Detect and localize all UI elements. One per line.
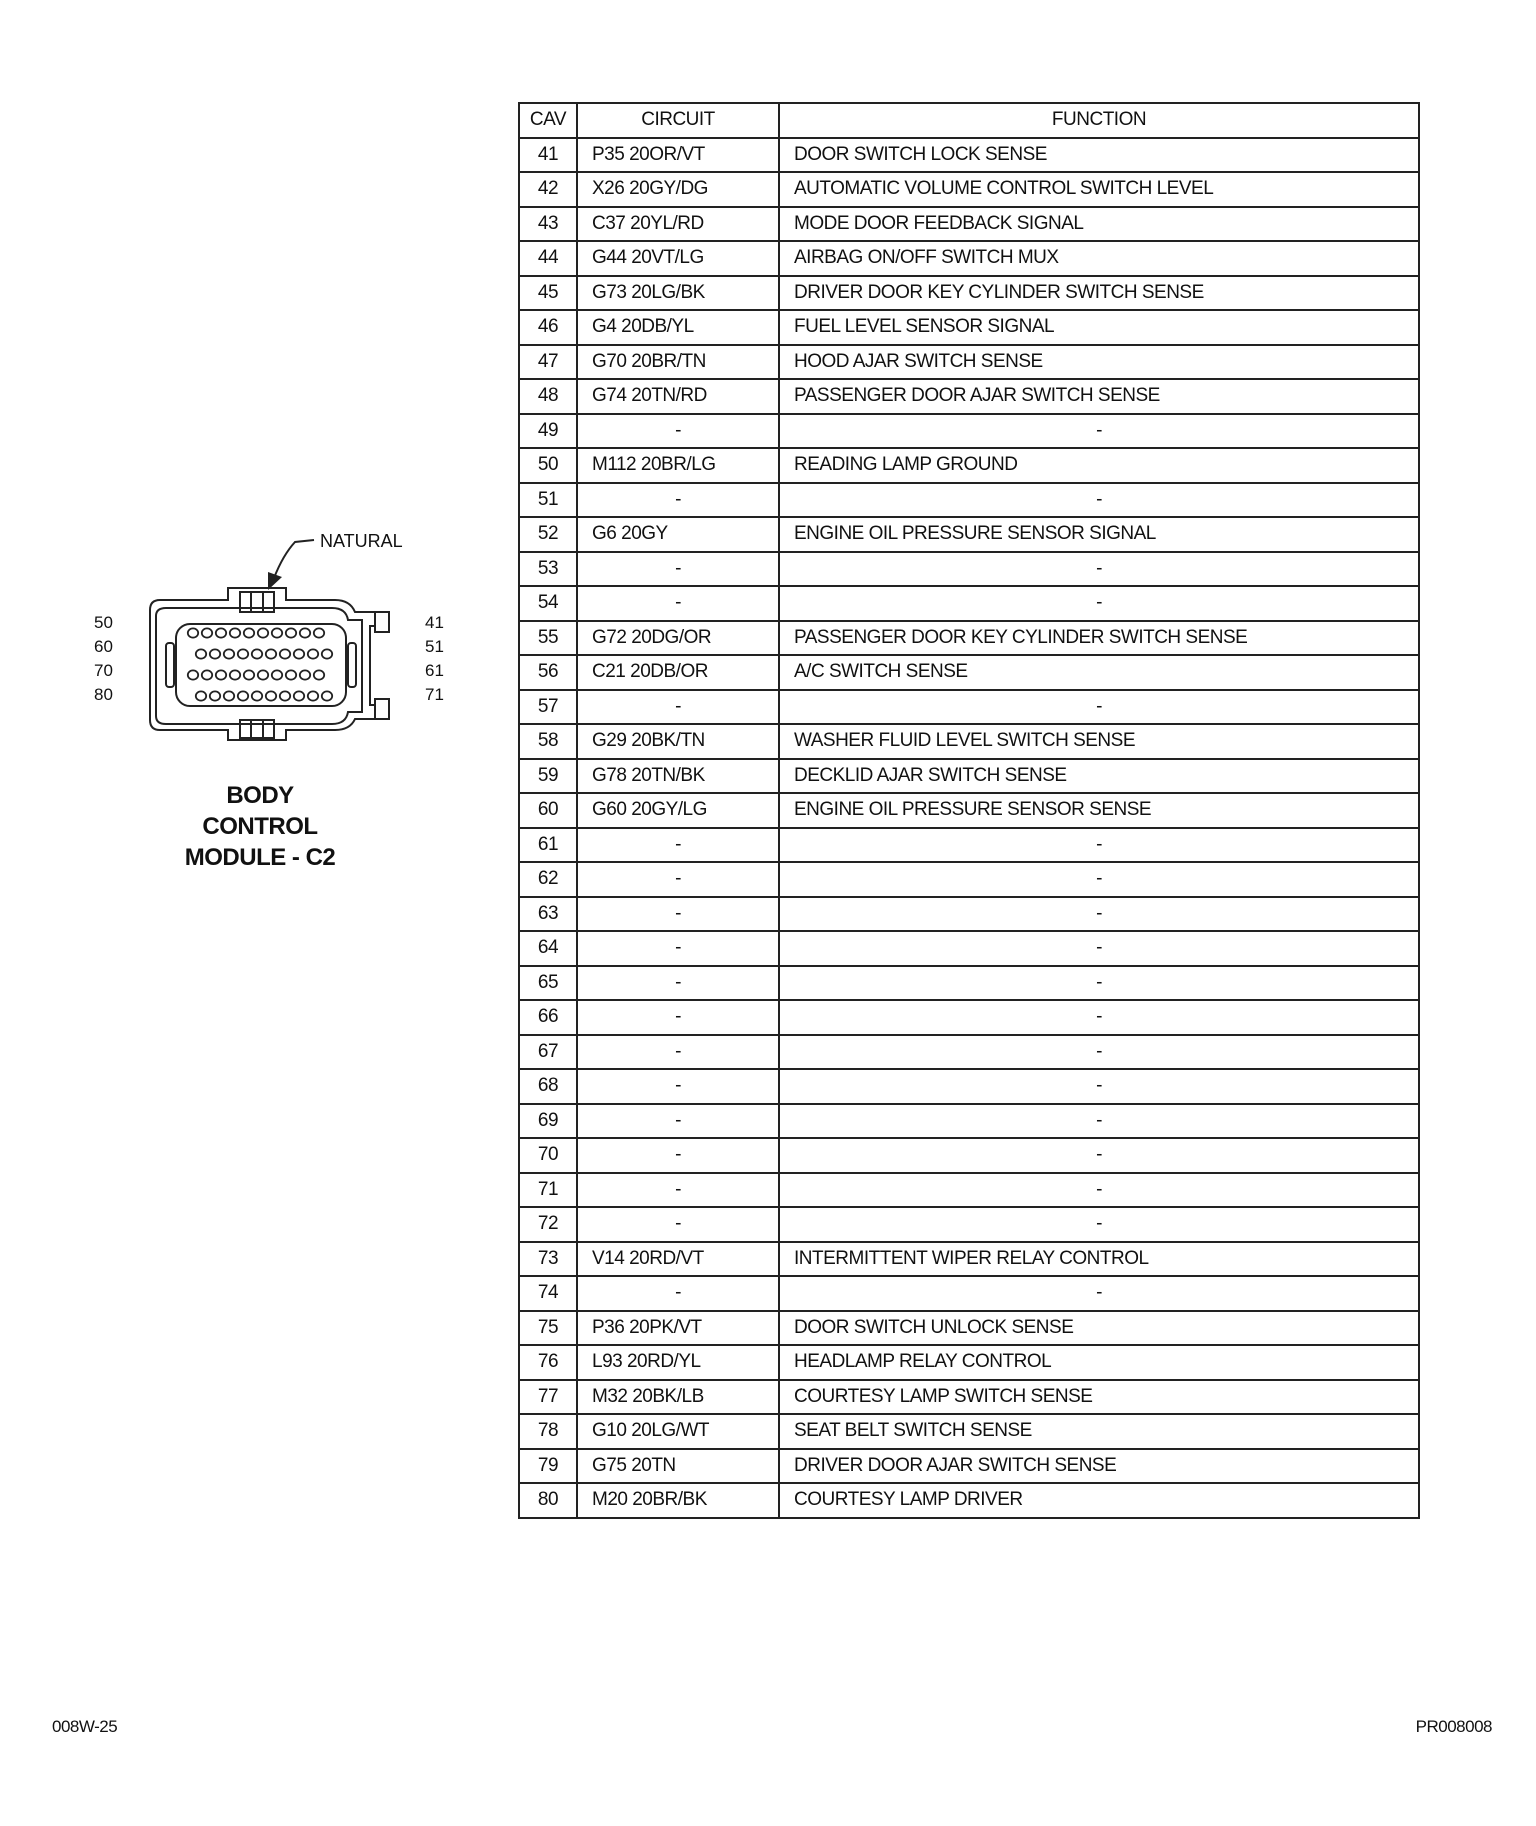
pin-cavity (188, 628, 198, 637)
circuit-cell: G10 20LG/WT (577, 1414, 779, 1449)
right-pin-label-51: 51 (425, 637, 444, 656)
function-cell: PASSENGER DOOR AJAR SWITCH SENSE (779, 379, 1419, 414)
table-row (519, 1414, 1419, 1449)
circuit-cell: G70 20BR/TN (577, 345, 779, 380)
pin-cavity (202, 670, 212, 679)
table-row (519, 759, 1419, 794)
pin-cavity (300, 670, 310, 679)
function-cell: - (779, 1276, 1419, 1311)
function-cell: - (779, 897, 1419, 932)
function-cell: - (779, 414, 1419, 449)
function-cell: - (779, 931, 1419, 966)
function-cell: - (779, 1035, 1419, 1070)
left-pin-label-50: 50 (94, 613, 113, 632)
function-cell: PASSENGER DOOR KEY CYLINDER SWITCH SENSE (779, 621, 1419, 656)
circuit-cell: M20 20BR/BK (577, 1483, 779, 1518)
table-row (519, 862, 1419, 897)
function-cell: - (779, 1173, 1419, 1208)
function-cell: COURTESY LAMP SWITCH SENSE (779, 1380, 1419, 1415)
pin-cavity (314, 670, 324, 679)
pin-cavity (216, 670, 226, 679)
cav-cell: 53 (519, 552, 577, 587)
connector-color-label: NATURAL (320, 531, 403, 551)
cav-cell: 48 (519, 379, 577, 414)
function-cell: FUEL LEVEL SENSOR SIGNAL (779, 310, 1419, 345)
cav-cell: 57 (519, 690, 577, 725)
circuit-cell: V14 20RD/VT (577, 1242, 779, 1277)
circuit-cell: - (577, 1138, 779, 1173)
pin-cavity (280, 691, 290, 700)
table-row (519, 1276, 1419, 1311)
pin-cavity (308, 691, 318, 700)
pin-cavity (252, 649, 262, 658)
circuit-cell: L93 20RD/YL (577, 1345, 779, 1380)
circuit-cell: - (577, 586, 779, 621)
cav-cell: 65 (519, 966, 577, 1001)
cav-cell: 60 (519, 793, 577, 828)
circuit-cell: G6 20GY (577, 517, 779, 552)
function-cell: - (779, 966, 1419, 1001)
cav-cell: 56 (519, 655, 577, 690)
cav-cell: 51 (519, 483, 577, 518)
table-row (519, 586, 1419, 621)
function-cell: MODE DOOR FEEDBACK SIGNAL (779, 207, 1419, 242)
cav-cell: 77 (519, 1380, 577, 1415)
pin-cavity (196, 691, 206, 700)
cav-cell: 80 (519, 1483, 577, 1518)
table-row (519, 310, 1419, 345)
pin-cavity (300, 628, 310, 637)
circuit-cell: - (577, 1276, 779, 1311)
function-cell: WASHER FLUID LEVEL SWITCH SENSE (779, 724, 1419, 759)
table-row (519, 172, 1419, 207)
circuit-cell: X26 20GY/DG (577, 172, 779, 207)
function-cell: DRIVER DOOR KEY CYLINDER SWITCH SENSE (779, 276, 1419, 311)
pin-cavity (272, 670, 282, 679)
function-cell: SEAT BELT SWITCH SENSE (779, 1414, 1419, 1449)
pin-cavity (280, 649, 290, 658)
table-row (519, 517, 1419, 552)
cav-cell: 74 (519, 1276, 577, 1311)
natural-arrow (274, 540, 314, 578)
table-row (519, 1173, 1419, 1208)
function-cell: DOOR SWITCH UNLOCK SENSE (779, 1311, 1419, 1346)
circuit-cell: - (577, 1069, 779, 1104)
pin-cavity (224, 691, 234, 700)
function-cell: INTERMITTENT WIPER RELAY CONTROL (779, 1242, 1419, 1277)
function-cell: - (779, 1104, 1419, 1139)
cav-cell: 71 (519, 1173, 577, 1208)
pin-cavity (266, 649, 276, 658)
table-row (519, 207, 1419, 242)
right-pin-label-71: 71 (425, 685, 444, 704)
function-cell: - (779, 586, 1419, 621)
pin-cavity (244, 670, 254, 679)
module-name-line-2: CONTROL (202, 813, 318, 840)
table-row (519, 1207, 1419, 1242)
pin-cavity (210, 691, 220, 700)
function-cell: AIRBAG ON/OFF SWITCH MUX (779, 241, 1419, 276)
table-row (519, 931, 1419, 966)
table-row (519, 655, 1419, 690)
pin-cavity-grid (188, 628, 332, 700)
cav-cell: 41 (519, 138, 577, 173)
circuit-cell: G44 20VT/LG (577, 241, 779, 276)
cav-cell: 70 (519, 1138, 577, 1173)
function-cell: READING LAMP GROUND (779, 448, 1419, 483)
table-row (519, 1311, 1419, 1346)
figure-number-right: PR008008 (1415, 1717, 1492, 1736)
connector-diagram (80, 530, 460, 760)
circuit-cell: - (577, 1207, 779, 1242)
cav-cell: 50 (519, 448, 577, 483)
circuit-cell: G75 20TN (577, 1449, 779, 1484)
circuit-cell: - (577, 897, 779, 932)
left-pin-label-80: 80 (94, 685, 113, 704)
left-pin-label-70: 70 (94, 661, 113, 680)
cav-cell: 43 (519, 207, 577, 242)
cav-cell: 46 (519, 310, 577, 345)
figure-number-left: 008W-25 (52, 1717, 118, 1736)
table-row (519, 966, 1419, 1001)
cav-cell: 54 (519, 586, 577, 621)
circuit-cell: - (577, 862, 779, 897)
table-row (519, 1069, 1419, 1104)
cav-cell: 67 (519, 1035, 577, 1070)
table-row (519, 828, 1419, 863)
cav-cell: 55 (519, 621, 577, 656)
circuit-cell: - (577, 414, 779, 449)
function-cell: ENGINE OIL PRESSURE SENSOR SENSE (779, 793, 1419, 828)
function-cell: - (779, 1207, 1419, 1242)
pin-cavity (252, 691, 262, 700)
table-row (519, 1242, 1419, 1277)
function-cell: DECKLID AJAR SWITCH SENSE (779, 759, 1419, 794)
table-row (519, 276, 1419, 311)
circuit-cell: G78 20TN/BK (577, 759, 779, 794)
pin-cavity (308, 649, 318, 658)
table-row (519, 345, 1419, 380)
cav-cell: 47 (519, 345, 577, 380)
right-pin-label-61: 61 (425, 661, 444, 680)
table-row (519, 379, 1419, 414)
function-cell: A/C SWITCH SENSE (779, 655, 1419, 690)
connector-body-outline (150, 588, 389, 740)
circuit-cell: M112 20BR/LG (577, 448, 779, 483)
function-cell: - (779, 1000, 1419, 1035)
table-row (519, 1035, 1419, 1070)
circuit-cell: M32 20BK/LB (577, 1380, 779, 1415)
circuit-cell: G72 20DG/OR (577, 621, 779, 656)
pin-cavity (202, 628, 212, 637)
module-name-line-3: MODULE - C2 (184, 844, 336, 871)
pin-cavity (258, 670, 268, 679)
circuit-cell: P36 20PK/VT (577, 1311, 779, 1346)
table-row (519, 1138, 1419, 1173)
pin-cavity (230, 670, 240, 679)
table-row (519, 793, 1419, 828)
cav-cell: 49 (519, 414, 577, 449)
circuit-cell: G60 20GY/LG (577, 793, 779, 828)
cav-cell: 64 (519, 931, 577, 966)
pin-cavity (224, 649, 234, 658)
table-row (519, 414, 1419, 449)
pin-cavity (244, 628, 254, 637)
function-cell: - (779, 862, 1419, 897)
table-row (519, 138, 1419, 173)
pin-cavity (322, 649, 332, 658)
table-row (519, 552, 1419, 587)
cav-cell: 73 (519, 1242, 577, 1277)
left-pin-label-60: 60 (94, 637, 113, 656)
circuit-cell: - (577, 1000, 779, 1035)
function-cell: - (779, 552, 1419, 587)
circuit-cell: G29 20BK/TN (577, 724, 779, 759)
circuit-cell: - (577, 828, 779, 863)
cav-cell: 61 (519, 828, 577, 863)
function-cell: AUTOMATIC VOLUME CONTROL SWITCH LEVEL (779, 172, 1419, 207)
function-cell: DOOR SWITCH LOCK SENSE (779, 138, 1419, 173)
table-row (519, 1483, 1419, 1518)
pin-cavity (238, 649, 248, 658)
pin-cavity (196, 649, 206, 658)
table-row (519, 690, 1419, 725)
table-row (519, 1104, 1419, 1139)
cav-cell: 75 (519, 1311, 577, 1346)
cav-header: CAV (519, 103, 577, 138)
circuit-cell: - (577, 1173, 779, 1208)
cav-cell: 76 (519, 1345, 577, 1380)
pin-cavity (322, 691, 332, 700)
circuit-cell: - (577, 931, 779, 966)
function-cell: HEADLAMP RELAY CONTROL (779, 1345, 1419, 1380)
circuit-cell: C21 20DB/OR (577, 655, 779, 690)
pin-cavity (294, 649, 304, 658)
cav-cell: 42 (519, 172, 577, 207)
circuit-cell: - (577, 1104, 779, 1139)
cav-cell: 58 (519, 724, 577, 759)
cav-cell: 63 (519, 897, 577, 932)
function-cell: - (779, 1138, 1419, 1173)
circuit-cell: G74 20TN/RD (577, 379, 779, 414)
table-row (519, 1380, 1419, 1415)
circuit-cell: - (577, 1035, 779, 1070)
cav-cell: 44 (519, 241, 577, 276)
pin-cavity (188, 670, 198, 679)
circuit-cell: - (577, 690, 779, 725)
table-row (519, 1345, 1419, 1380)
pin-cavity (230, 628, 240, 637)
function-cell: - (779, 690, 1419, 725)
function-cell: HOOD AJAR SWITCH SENSE (779, 345, 1419, 380)
function-cell: COURTESY LAMP DRIVER (779, 1483, 1419, 1518)
cav-cell: 78 (519, 1414, 577, 1449)
function-cell: DRIVER DOOR AJAR SWITCH SENSE (779, 1449, 1419, 1484)
pin-cavity (272, 628, 282, 637)
pin-cavity (258, 628, 268, 637)
circuit-cell: P35 20OR/VT (577, 138, 779, 173)
pin-cavity (210, 649, 220, 658)
cav-cell: 45 (519, 276, 577, 311)
pin-cavity (294, 691, 304, 700)
circuit-cell: - (577, 966, 779, 1001)
cav-cell: 62 (519, 862, 577, 897)
cav-cell: 79 (519, 1449, 577, 1484)
function-cell: - (779, 828, 1419, 863)
cav-cell: 66 (519, 1000, 577, 1035)
cav-cell: 69 (519, 1104, 577, 1139)
table-row (519, 1449, 1419, 1484)
pinout-table (518, 102, 1420, 1519)
right-pin-label-41: 41 (425, 613, 444, 632)
cav-cell: 59 (519, 759, 577, 794)
table-row (519, 483, 1419, 518)
table-row (519, 448, 1419, 483)
function-cell: - (779, 1069, 1419, 1104)
pin-cavity (314, 628, 324, 637)
function-cell: ENGINE OIL PRESSURE SENSOR SIGNAL (779, 517, 1419, 552)
circuit-cell: G4 20DB/YL (577, 310, 779, 345)
module-name-line-1: BODY (226, 782, 294, 809)
table-header-row (519, 103, 1419, 138)
cav-cell: 68 (519, 1069, 577, 1104)
pin-cavity (238, 691, 248, 700)
table-row (519, 241, 1419, 276)
cav-cell: 52 (519, 517, 577, 552)
table-row (519, 1000, 1419, 1035)
function-header: FUNCTION (779, 103, 1419, 138)
pin-cavity (266, 691, 276, 700)
pin-cavity (286, 670, 296, 679)
circuit-cell: G73 20LG/BK (577, 276, 779, 311)
pin-cavity (286, 628, 296, 637)
table-row (519, 724, 1419, 759)
cav-cell: 72 (519, 1207, 577, 1242)
circuit-cell: C37 20YL/RD (577, 207, 779, 242)
pin-cavity (216, 628, 226, 637)
table-row (519, 897, 1419, 932)
table-row (519, 621, 1419, 656)
circuit-cell: - (577, 552, 779, 587)
circuit-cell: - (577, 483, 779, 518)
function-cell: - (779, 483, 1419, 518)
circuit-header: CIRCUIT (577, 103, 779, 138)
pinout-table-body (519, 138, 1419, 1518)
